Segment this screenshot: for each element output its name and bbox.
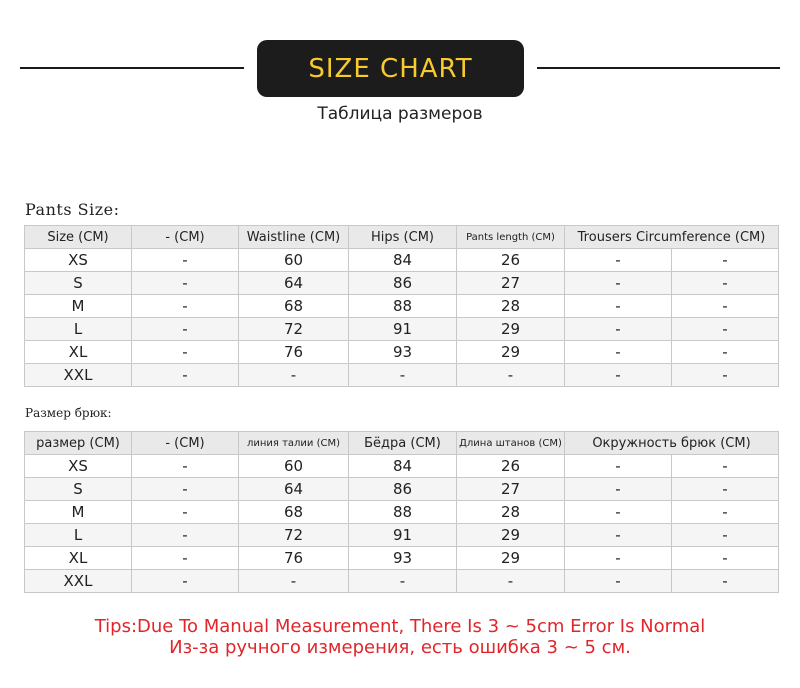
measurement-cell: -: [672, 478, 779, 501]
table-row: [25, 249, 779, 272]
table-row: [25, 318, 779, 341]
size-table-en: [24, 225, 779, 387]
measurement-cell: -: [565, 341, 672, 364]
size-cell: XXL: [25, 364, 132, 387]
measurement-cell: -: [239, 364, 349, 387]
table-row: [25, 455, 779, 478]
table-row: [25, 501, 779, 524]
measurement-cell: 26: [457, 455, 565, 478]
measurement-cell: -: [565, 295, 672, 318]
page-title: SIZE CHART: [308, 53, 473, 84]
measurement-cell: -: [565, 524, 672, 547]
table-row: [25, 364, 779, 387]
measurement-cell: -: [132, 341, 239, 364]
measurement-cell: -: [132, 318, 239, 341]
measurement-cell: 28: [457, 501, 565, 524]
table-row: [25, 570, 779, 593]
measurement-cell: -: [565, 364, 672, 387]
column-header: Окружность брюк (CM): [565, 432, 779, 455]
measurement-cell: 60: [239, 249, 349, 272]
measurement-cell: 76: [239, 547, 349, 570]
size-cell: L: [25, 524, 132, 547]
measurement-cell: -: [565, 478, 672, 501]
measurement-cell: -: [132, 272, 239, 295]
size-cell: XL: [25, 341, 132, 364]
column-header: Длина штанов (CM): [457, 432, 565, 455]
size-cell: M: [25, 501, 132, 524]
measurement-cell: 88: [349, 501, 457, 524]
size-cell: M: [25, 295, 132, 318]
page-subtitle: Таблица размеров: [317, 104, 483, 124]
measurement-cell: -: [565, 570, 672, 593]
measurement-cell: -: [672, 570, 779, 593]
measurement-cell: -: [672, 501, 779, 524]
measurement-cell: 26: [457, 249, 565, 272]
column-header: Size (CM): [25, 226, 132, 249]
table-row: [25, 295, 779, 318]
measurement-cell: -: [672, 524, 779, 547]
measurement-cell: -: [349, 364, 457, 387]
size-cell: S: [25, 478, 132, 501]
measurement-cell: 29: [457, 547, 565, 570]
measurement-cell: -: [672, 455, 779, 478]
measurement-cell: -: [239, 570, 349, 593]
measurement-cell: -: [132, 501, 239, 524]
column-header: - (CM): [132, 226, 239, 249]
measurement-cell: 84: [349, 455, 457, 478]
measurement-cell: 27: [457, 272, 565, 295]
column-header: размер (CM): [25, 432, 132, 455]
measurement-cell: -: [565, 272, 672, 295]
measurement-cell: -: [132, 295, 239, 318]
measurement-cell: -: [457, 570, 565, 593]
column-header: Waistline (CM): [239, 226, 349, 249]
measurement-cell: 91: [349, 524, 457, 547]
title-rule-left: [20, 67, 244, 69]
table-row: [25, 547, 779, 570]
column-header: Pants length (CM): [457, 226, 565, 249]
measurement-cell: 64: [239, 272, 349, 295]
measurement-cell: 72: [239, 524, 349, 547]
column-header: - (CM): [132, 432, 239, 455]
measurement-tip-en: Tips:Due To Manual Measurement, There Is 3 ~ 5cm Error Is Normal: [94, 616, 706, 637]
table-row: [25, 272, 779, 295]
measurement-cell: 29: [457, 318, 565, 341]
measurement-cell: 27: [457, 478, 565, 501]
measurement-cell: 72: [239, 318, 349, 341]
measurement-cell: 76: [239, 341, 349, 364]
column-header: Бёдра (CM): [349, 432, 457, 455]
column-header: линия талии (CM): [239, 432, 349, 455]
size-cell: XS: [25, 455, 132, 478]
table-header-row: [25, 226, 779, 249]
measurement-cell: 60: [239, 455, 349, 478]
measurement-tip-ru: Из-за ручного измерения, есть ошибка 3 ~ 5 см.: [169, 637, 631, 658]
measurement-cell: -: [565, 249, 672, 272]
size-cell: L: [25, 318, 132, 341]
measurement-cell: 29: [457, 524, 565, 547]
table-row: [25, 524, 779, 547]
measurement-cell: -: [132, 478, 239, 501]
measurement-cell: 84: [349, 249, 457, 272]
measurement-cell: 64: [239, 478, 349, 501]
measurement-cell: 93: [349, 547, 457, 570]
measurement-cell: -: [672, 249, 779, 272]
measurement-cell: -: [457, 364, 565, 387]
measurement-cell: 93: [349, 341, 457, 364]
measurement-cell: 91: [349, 318, 457, 341]
measurement-cell: 86: [349, 478, 457, 501]
table-header-row: [25, 432, 779, 455]
measurement-cell: -: [672, 272, 779, 295]
measurement-cell: 88: [349, 295, 457, 318]
measurement-cell: -: [565, 547, 672, 570]
section-label-en: Pants Size:: [25, 200, 120, 219]
measurement-cell: -: [672, 318, 779, 341]
measurement-cell: -: [565, 455, 672, 478]
measurement-cell: -: [132, 249, 239, 272]
measurement-cell: 86: [349, 272, 457, 295]
measurement-cell: -: [349, 570, 457, 593]
measurement-cell: -: [672, 341, 779, 364]
size-cell: S: [25, 272, 132, 295]
table-row: [25, 341, 779, 364]
measurement-cell: -: [132, 524, 239, 547]
measurement-cell: -: [672, 295, 779, 318]
measurement-cell: 68: [239, 501, 349, 524]
measurement-cell: 28: [457, 295, 565, 318]
measurement-cell: -: [565, 501, 672, 524]
size-cell: XS: [25, 249, 132, 272]
measurement-cell: -: [132, 364, 239, 387]
measurement-cell: -: [672, 364, 779, 387]
measurement-cell: 68: [239, 295, 349, 318]
table-row: [25, 478, 779, 501]
measurement-cell: -: [132, 570, 239, 593]
measurement-cell: -: [565, 318, 672, 341]
title-rule-right: [537, 67, 780, 69]
size-cell: XL: [25, 547, 132, 570]
measurement-cell: 29: [457, 341, 565, 364]
measurement-cell: -: [132, 547, 239, 570]
size-chart-badge: [257, 40, 524, 97]
column-header: Trousers Circumference (CM): [565, 226, 779, 249]
measurement-cell: -: [132, 455, 239, 478]
measurement-cell: -: [672, 547, 779, 570]
column-header: Hips (CM): [349, 226, 457, 249]
size-table-ru: [24, 431, 779, 593]
size-cell: XXL: [25, 570, 132, 593]
section-label-ru: Размер брюк:: [25, 406, 112, 420]
